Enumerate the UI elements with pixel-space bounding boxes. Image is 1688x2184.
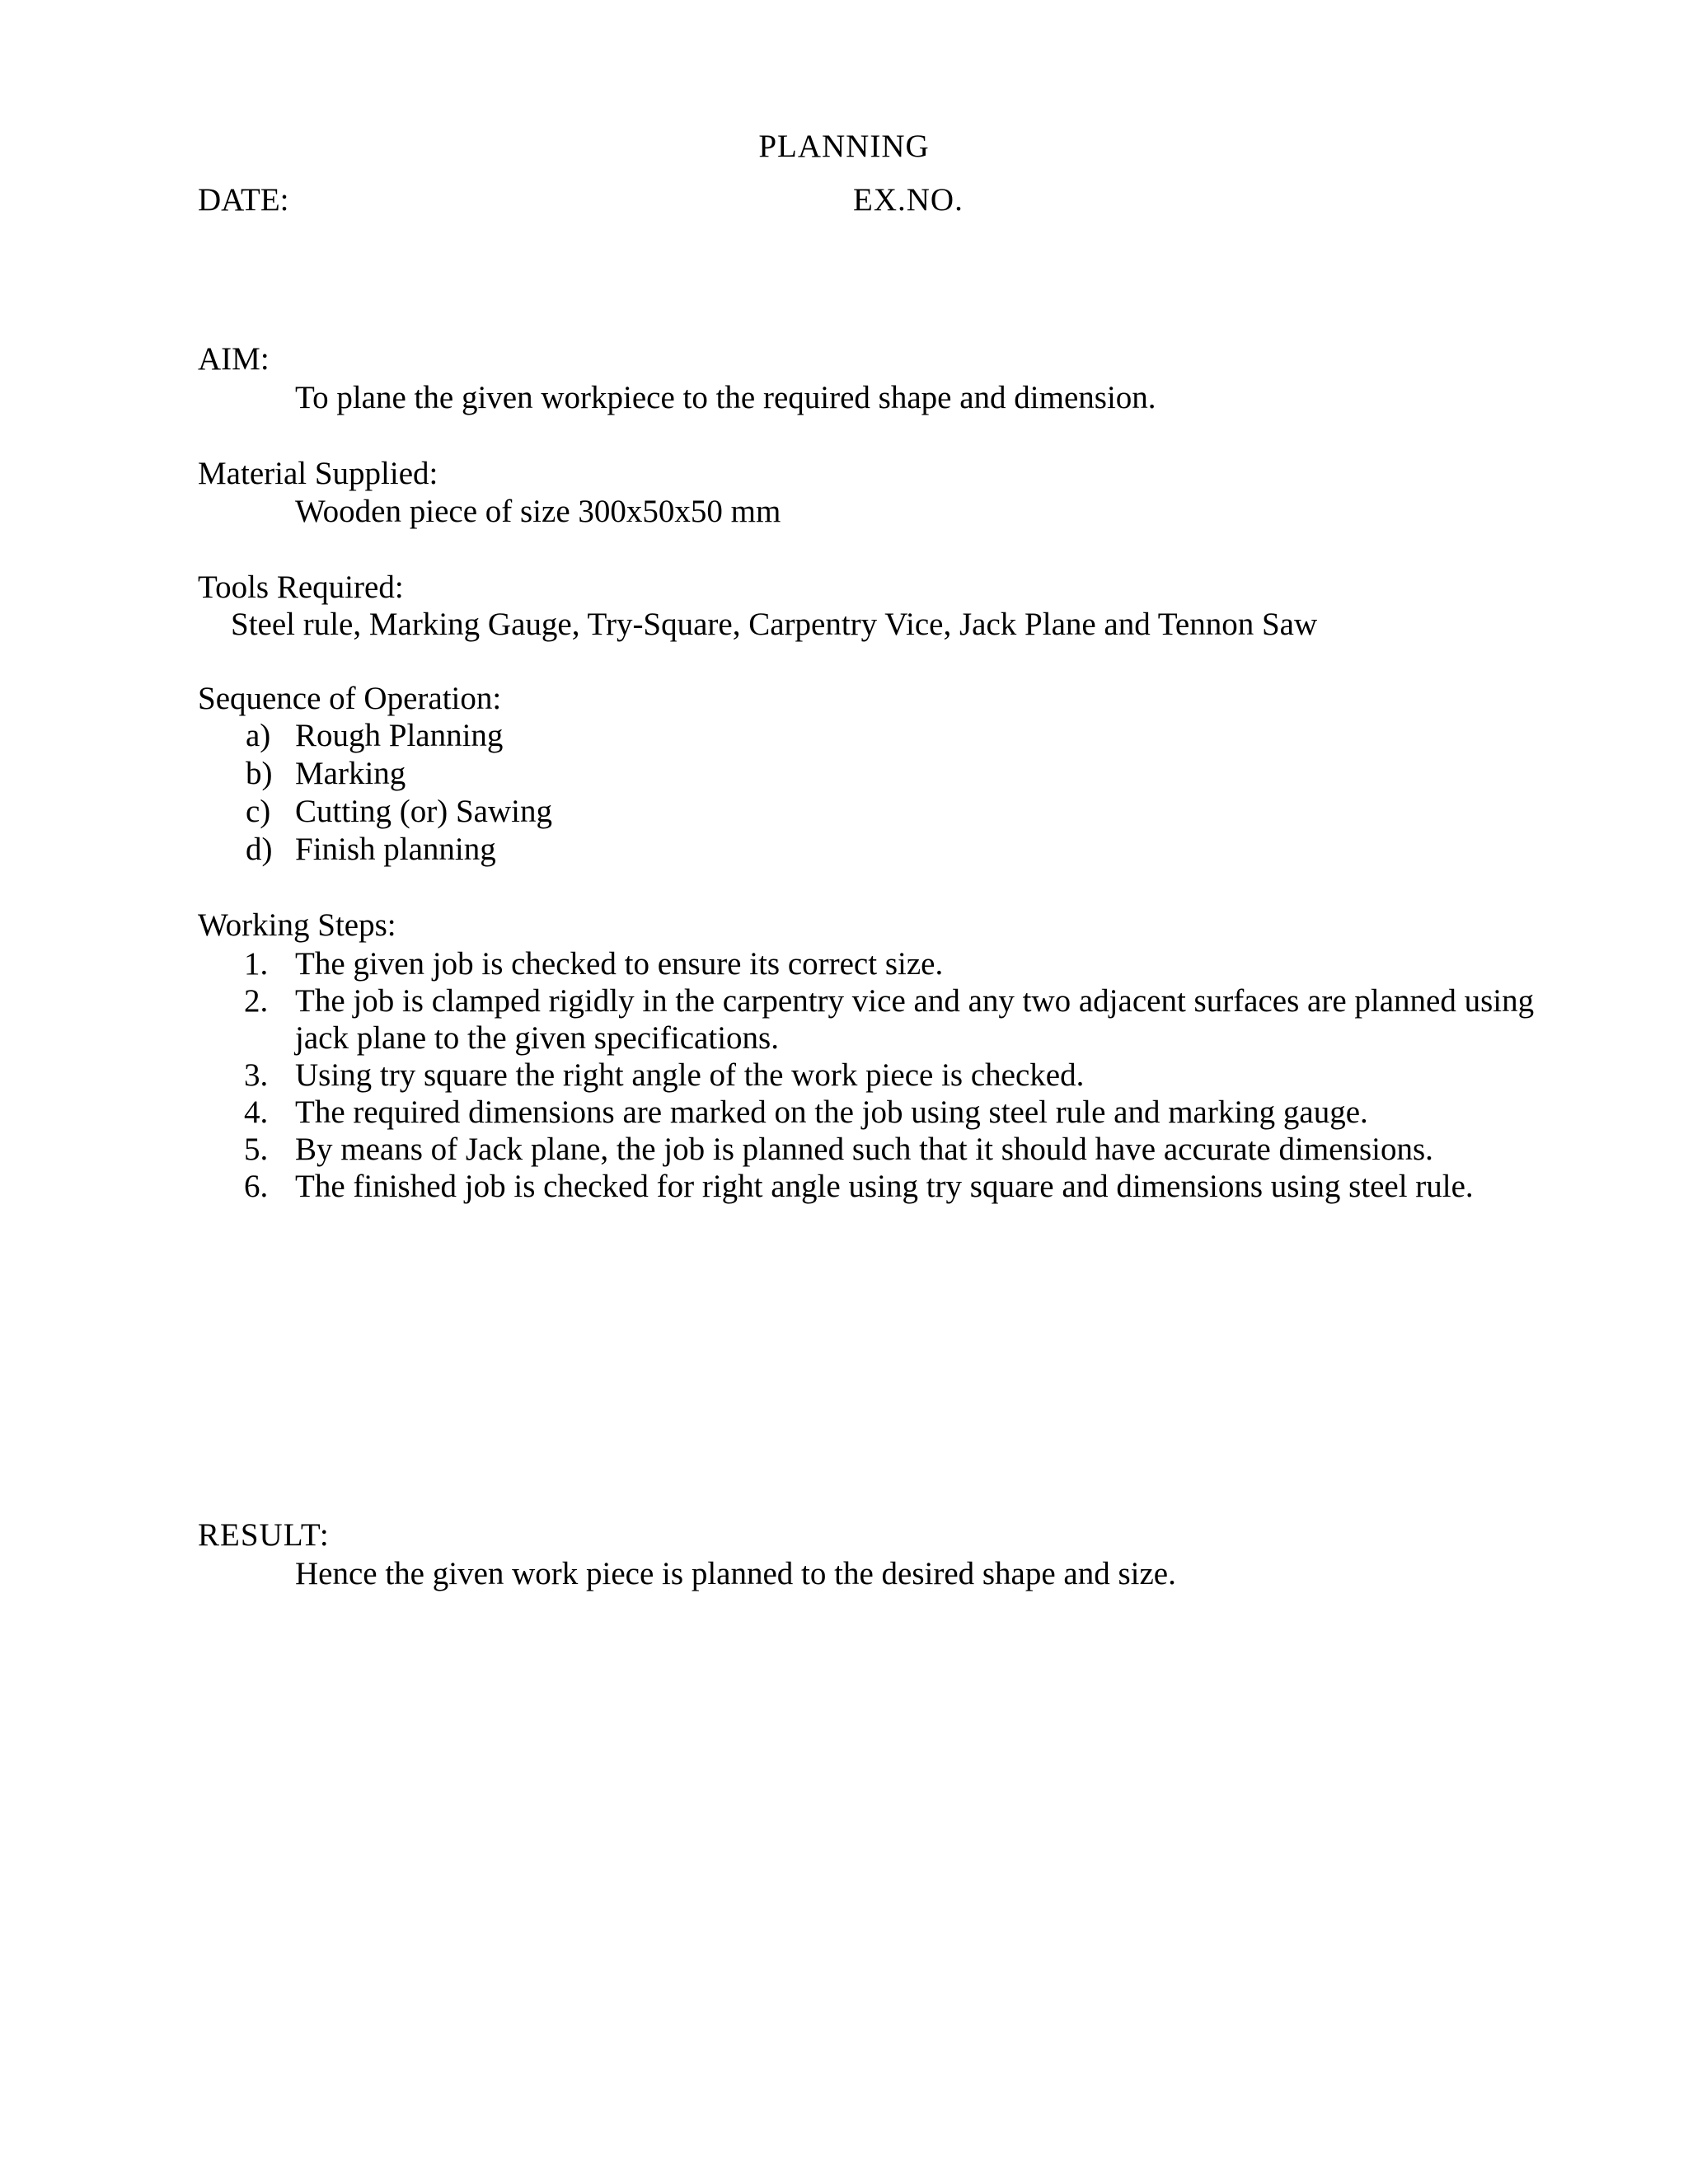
list-marker: 3. <box>244 1057 269 1093</box>
list-item-text: Finish planning <box>295 832 496 867</box>
document-title: PLANNING <box>758 129 930 164</box>
tools-heading: Tools Required: <box>198 569 404 605</box>
tools-text: Steel rule, Marking Gauge, Try-Square, Carpentry Vice, Jack Plane and Tennon Saw <box>231 607 1318 642</box>
list-marker: 6. <box>244 1169 269 1204</box>
list-marker: 4. <box>244 1094 269 1130</box>
aim-heading: AIM: <box>198 341 270 377</box>
list-item <box>198 1057 1550 1094</box>
list-item-text: By means of Jack plane, the job is planned such that it should have accurate dimensions. <box>295 1132 1433 1167</box>
list-item <box>198 1131 1550 1168</box>
list-marker: 2. <box>244 983 269 1019</box>
list-marker: a) <box>246 718 271 753</box>
list-item-text: Marking <box>295 756 406 791</box>
working-steps-heading: Working Steps: <box>198 907 396 943</box>
list-item <box>198 1168 1550 1205</box>
list-item-text: Using try square the right angle of the work piece is checked. <box>295 1057 1085 1093</box>
date-label: DATE: <box>198 182 289 218</box>
list-marker: d) <box>246 832 273 867</box>
material-heading: Material Supplied: <box>198 456 438 491</box>
material-text: Wooden piece of size 300x50x50 mm <box>295 494 781 529</box>
list-item <box>198 982 1550 1057</box>
list-marker: c) <box>246 794 271 829</box>
list-marker: b) <box>246 756 273 791</box>
list-item-text: Cutting (or) Sawing <box>295 794 552 829</box>
sequence-heading: Sequence of Operation: <box>198 681 502 716</box>
list-item <box>198 1094 1550 1131</box>
list-marker: 1. <box>244 946 269 982</box>
list-item-text: The finished job is checked for right angle using try square and dimensions using steel rule. <box>295 1169 1474 1204</box>
list-marker: 5. <box>244 1132 269 1167</box>
list-item-text: The job is clamped rigidly in the carpentry vice and any two adjacent surfaces are planned using jack plane to the given specifications. <box>295 983 1535 1056</box>
list-item-text: Rough Planning <box>295 718 504 753</box>
exercise-number-label: EX.NO. <box>853 182 964 218</box>
result-heading: RESULT: <box>198 1517 330 1553</box>
result-text: Hence the given work piece is planned to the desired shape and size. <box>295 1556 1176 1591</box>
list-item-text: The required dimensions are marked on the job using steel rule and marking gauge. <box>295 1094 1368 1130</box>
aim-text: To plane the given workpiece to the required shape and dimension. <box>295 380 1156 415</box>
list-item <box>198 945 1550 982</box>
working-steps-list <box>198 945 1550 1205</box>
list-item-text: The given job is checked to ensure its correct size. <box>295 946 944 982</box>
